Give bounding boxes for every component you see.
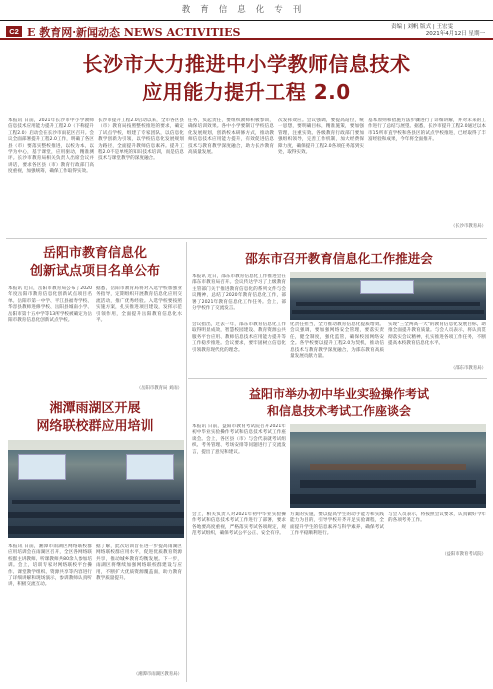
section-brand: E 教育网·新闻动态 NEWS ACTIVITIES bbox=[27, 26, 241, 39]
projection-screen bbox=[18, 454, 66, 480]
audience-row bbox=[296, 302, 480, 306]
masthead-title: 教育信息化专刊 bbox=[181, 5, 312, 15]
yiyang-title bbox=[190, 386, 488, 420]
headline-line-2: 应用能力提升工程 2.0 bbox=[142, 80, 351, 104]
yueyang-col-2: 据悉，岳阳市教育局将对入选学校加强业务指导，定期组织开展教育信息化应用交流活动，推广优秀经验。入选学校要按照实施方案，扎实推进项目建设，发挥示范引领作用，全面提升岳阳教育信息化水平。 bbox=[96, 286, 182, 324]
xiangyuan-title bbox=[6, 400, 184, 436]
audience-row bbox=[8, 512, 184, 518]
lead-col-5-text: 基本原则和措施方法步骤进行了详细讲解，并对未来的工作进行了总结与展望。据悉，长沙市提升工程2.0通过以本市15所市直学校和各县区的试点学校推进，已经取得了丰富经验和成果，今年将全面推开。 bbox=[368, 118, 486, 143]
meeting-photo bbox=[290, 272, 486, 320]
shaodong-title: 邵东市召开教育信息化工作推进会 bbox=[245, 251, 433, 266]
lead-col-4: 次发挥效应。会议强调，要提高站位，统一思想，要明确目标，精准施策，要加强管理，注重实效。各级教育行政部门要加强组织领导，完善工作机制，加大经费保障力度，确保提升工程2.0各项任务落到实处，取得实效。 bbox=[278, 118, 364, 156]
ceiling-light bbox=[290, 424, 486, 432]
issue-date bbox=[426, 31, 485, 38]
editor-line: 责编 | 刘帆 版式 | 王宏雯 bbox=[391, 24, 453, 30]
yiyang-col-2: 会上，相关负责人对2021年初中毕业实验操作考试和信息技术考试工作进行了部署，要求各地要高度重视，严格落实考试各项规定，规范考试组织，确保考试公平公正、安全有序。 bbox=[192, 512, 286, 537]
lead-col-2: 长沙市提升工程2.0启动以来，全市各区县（市）教育局按照整校推进的要求，确定了试点学校，组建了专家团队，以信息化教学创新为引领，以学校信息化发展规划为路径，全面提升教师信息素养。提升工程2.0不是单纯的知识技术培训，而是信息技术与课堂教学的深度融合。 bbox=[98, 118, 184, 162]
xiangyuan-col-2: 据了解，此次培训旨在进一步提高雨湖区网络联校群应用水平，促进优质教育资源共享，推动城乡教育均衡发展。下一步，雨湖区将继续加强网络联校群建设与应用，不断扩大优质资源覆盖面，助力教育教学质量提升。 bbox=[96, 544, 182, 582]
shaodong-col-2: 会议指出，过去一年，邵东市教育信息化工作取得明显成效，智慧校园建设、教育资源公共服务平台应用、教师信息技术应用能力提升等工作稳步推进。会议要求，要牢固树立信息化引领教育现代化的理念。 bbox=[192, 322, 286, 353]
lead-credit: （长沙市教育局） bbox=[450, 224, 486, 229]
meeting-table bbox=[310, 464, 466, 470]
lead-col-1: 本报讯 日前，2021年长沙市中小学教师信息技术应用能力提升工程2.0（下称提升工程2.0）启动会在长沙市雨花区召开。会议全面部署提升工程2.0工作，明确了各区县（市）要落实整校推进，以校为本，以学为中心，基于课堂，应用驱动，精准测评。长沙市教育局相关负责人出席会议并讲话，要求各区县（市）教育行政部门高度重视，加强统筹，确保工作取得实效。 bbox=[8, 118, 94, 175]
yiyang-title-line-1: 益阳市举办初中毕业实验操作考试 bbox=[248, 387, 429, 401]
page-header bbox=[0, 20, 493, 40]
training-photo bbox=[8, 440, 184, 538]
yueyang-title bbox=[6, 245, 184, 281]
yueyang-col-2-wrap bbox=[96, 286, 182, 398]
yueyang-credit: （岳阳市教育局 刘雨） bbox=[136, 386, 182, 391]
shaodong-col-1: 本报讯 近日，邵东市教育信息化工作推进会在邵东市教育局召开。会议传达学习了上级教育主管部门关于推进教育信息化的系列文件与会议精神，总结了2020年教育信息化工作，部署了2021年教育信息化工作任务。会上，部分学校作了交流发言。 bbox=[192, 274, 286, 312]
date-line: 2021年4月12日 星期一 bbox=[425, 31, 485, 37]
main-headline bbox=[0, 50, 493, 106]
ceiling-light bbox=[290, 272, 486, 278]
ceiling-light bbox=[8, 440, 184, 450]
editor-credits bbox=[391, 24, 453, 31]
yueyang-title-line-2: 创新试点项目名单公布 bbox=[29, 264, 160, 279]
yiyang-col-4: 与会人员表示，将按照会议要求，认真做好今年的各项考务工作。 bbox=[388, 512, 486, 524]
shaodong-col-4-wrap bbox=[388, 322, 486, 374]
audience-row bbox=[12, 500, 180, 504]
xiangyuan-col-2-wrap bbox=[96, 544, 182, 682]
exam-photo bbox=[290, 424, 486, 508]
yiyang-col-4-wrap bbox=[388, 512, 486, 682]
yueyang-title-line-1: 岳阳市教育信息化 bbox=[42, 246, 147, 261]
xiangyuan-credit: （湘潭市雨湖区教育局） bbox=[133, 672, 182, 677]
headline-line-1: 长沙市大力推进中小学教师信息技术 bbox=[82, 52, 411, 76]
yiyang-col-1: 本报讯 日前，益阳市教育考试院召开2021年初中毕业实验操作考试和信息技术考试工作座谈会。会上，各区县（市）与会代表就考试组织、考务管理、考场安排等问题进行了交流发言，提出了意见和建议。 bbox=[192, 424, 286, 455]
xiangyuan-title-line-1: 湘潭雨湖区开展 bbox=[49, 401, 141, 416]
section-divider bbox=[6, 238, 487, 239]
shaodong-credit: （邵东市教育局） bbox=[450, 366, 486, 371]
lead-col-5 bbox=[368, 118, 486, 233]
audience-row bbox=[292, 310, 484, 314]
masthead bbox=[0, 0, 493, 20]
xiangyuan-col-1: 本报讯 日前，湘潭市雨湖区网络联校群应用培训会在雨湖区召开，全区各网络联校群主讲教师、听课教师共80余人参加培训。会上，培训专家对网络联校平台操作、课堂教学组织、资源共享等内容进行了详细讲解和现场演示，参训教师认真听讲，积极交流互动。 bbox=[8, 544, 92, 588]
audience-row bbox=[300, 480, 476, 488]
audience-row bbox=[290, 494, 486, 504]
yiyang-credit: （益阳市教育考试院） bbox=[442, 552, 486, 557]
lead-col-3: 任务，负起责任，要组织教师积极参训，确保培训效果。各中小学要制订学校信息化发展规划，创新校本研修方式，推动教师信息技术应用能力提升，有效促进信息技术与教育教学深度融合，助力长沙教育高质量发展。 bbox=[188, 118, 274, 156]
shaodong-col-3: 化责任担当，全力推动教育信息化提质增效。会议强调，要加强网络安全管理，要落实责任，健全制度，强化监管，确保校园网络安全。各学校要以提升工程2.0为契机，推动信息技术与教育教学深度融合，为邵东教育高质量发展贡献力量。 bbox=[290, 322, 384, 360]
audience-row bbox=[8, 526, 184, 534]
section-divider bbox=[188, 378, 487, 379]
yiyang-title-line-2: 和信息技术考试工作座谈会 bbox=[266, 404, 411, 418]
column-divider bbox=[186, 242, 187, 682]
projection-screen bbox=[126, 454, 174, 480]
yiyang-col-3: 方案的实施，要以提高学生的动手能力和实践能力为目的，引导学校开齐开足实验课程，全面提升学生的信息素养与科学素养，确保考试工作平稳顺利进行。 bbox=[290, 512, 384, 537]
shaodong-col-4: 实现"三全两高一大"的教育信息化发展目标，助推全面提升教育质量。与会人员表示，将认真贯彻落实会议精神，扎实推进各项工作任务，不断提高本校教育信息化水平。 bbox=[388, 322, 486, 347]
page-code-badge: C2 bbox=[6, 26, 22, 37]
yueyang-col-1: 本报讯 近日，岳阳市教育局公布了2020年度岳阳市教育信息化创新试点项目名单。岳阳市第一中学、平江县福寿学校、华容县教师进修学校、岳阳县城南小学、岳阳市第十五中学等13所学校被确定为岳阳市教育信息化创新试点学校。 bbox=[8, 286, 92, 324]
projection-screen bbox=[360, 280, 414, 294]
xiangyuan-title-line-2: 网络联校群应用培训 bbox=[36, 419, 154, 434]
